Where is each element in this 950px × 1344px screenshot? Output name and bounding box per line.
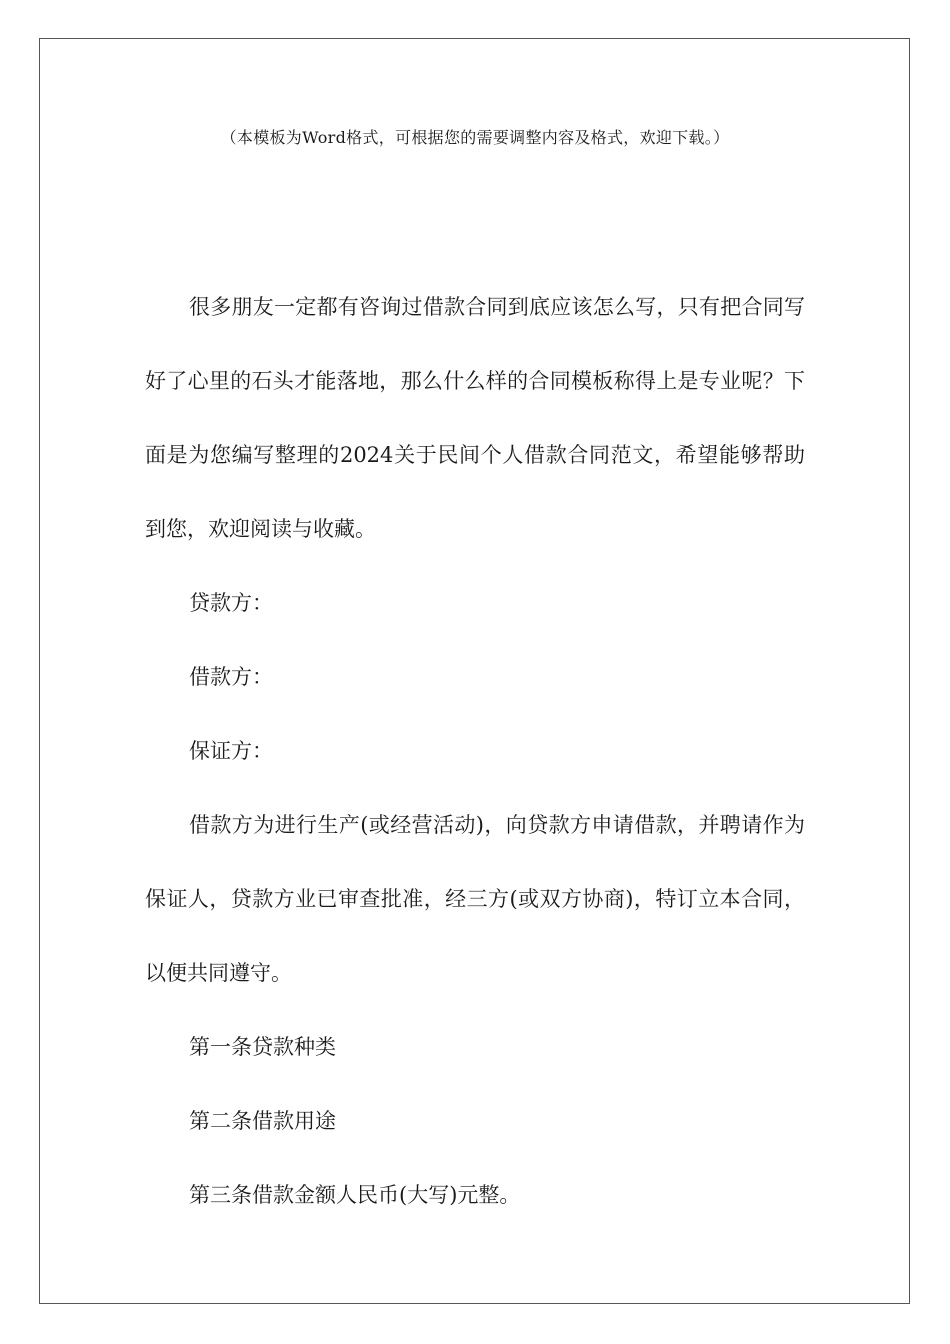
article-3-loan-amount: 第三条借款金额人民币(大写)元整。 <box>189 1183 521 1207</box>
document-body <box>145 270 805 1232</box>
template-notice: （本模板为Word格式，可根据您的需要调整内容及格式，欢迎下载。） <box>220 128 730 147</box>
article-2-loan-use: 第二条借款用途 <box>189 1109 336 1133</box>
borrower-field: 借款方： <box>189 665 273 689</box>
guarantor-field: 保证方： <box>189 739 273 763</box>
intro-paragraph: 很多朋友一定都有咨询过借款合同到底应该怎么写，只有把合同写好了心里的石头才能落地，那么什么样的合同模板称得上是专业呢？下面是为您编写整理的2024关于民间个人借款合同范文，希望能够帮助到您，欢迎阅读与收藏。 <box>145 295 805 541</box>
lender-field: 贷款方： <box>189 591 273 615</box>
purpose-paragraph: 借款方为进行生产(或经营活动)，向贷款方申请借款，并聘请作为保证人，贷款方业已审查批准，经三方(或双方协商)，特订立本合同，以便共同遵守。 <box>145 813 805 985</box>
article-1-loan-type: 第一条贷款种类 <box>189 1035 336 1059</box>
